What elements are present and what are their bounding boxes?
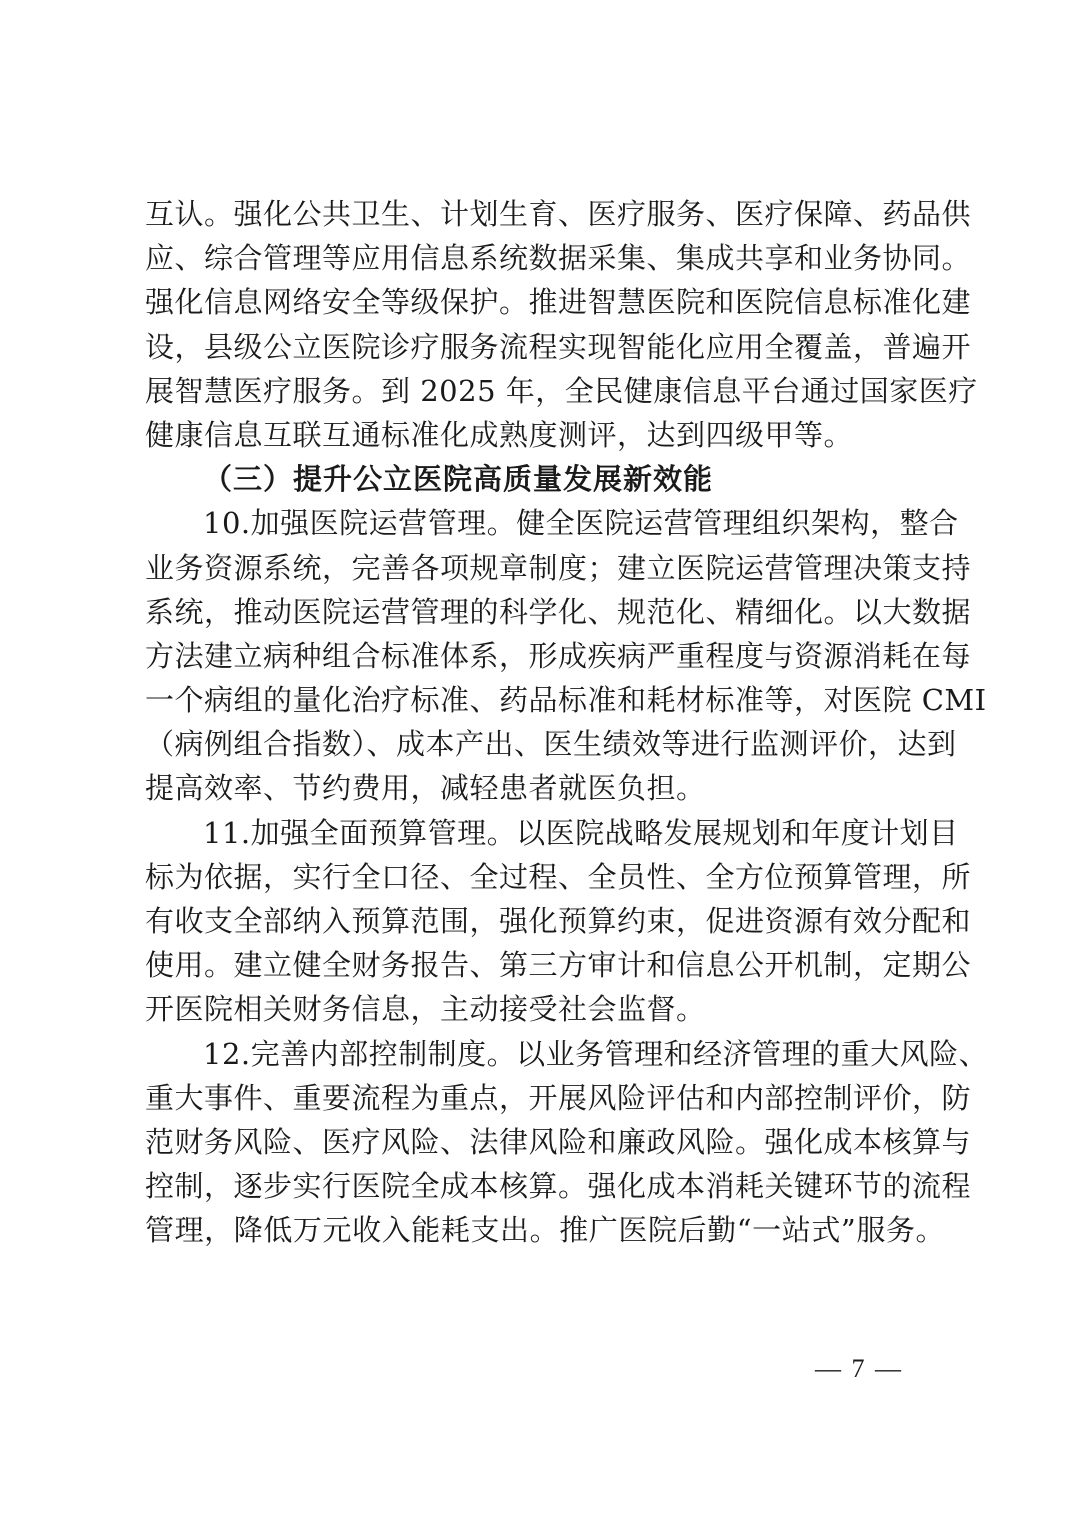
text-line: 方法建立病种组合标准体系，形成疾病严重程度与资源消耗在每 <box>145 638 972 673</box>
text-line: 健康信息互联互通标准化成熟度测评，达到四级甲等。 <box>145 417 854 452</box>
section-heading: （三）提升公立医院高质量发展新效能 <box>203 462 714 497</box>
document-body <box>145 192 989 1253</box>
text-line: 设，县级公立医院诊疗服务流程实现智能化应用全覆盖，普遍开 <box>145 329 972 364</box>
text-line: 强化信息网络安全等级保护。推进智慧医院和医院信息标准化建 <box>145 285 972 320</box>
text-line: 互认。强化公共卫生、计划生育、医疗服务、医疗保障、药品供 <box>145 197 972 231</box>
text-line: （病例组合指数）、成本产出、医生绩效等进行监测评价，达到 <box>145 727 957 762</box>
paragraph-item-10 <box>145 501 987 810</box>
text-line: 一个病组的量化治疗标准、药品标准和耗材标准等，对医院 CMI <box>145 683 987 718</box>
text-line: 11.加强全面预算管理。以医院战略发展规划和年度计划目 <box>203 815 959 850</box>
text-line: 标为依据，实行全口径、全过程、全员性、全方位预算管理，所 <box>145 859 972 894</box>
text-line: 控制，逐步实行医院全成本核算。强化成本消耗关键环节的流程 <box>145 1169 972 1204</box>
text-line: 12.完善内部控制制度。以业务管理和经济管理的重大风险、 <box>203 1036 989 1071</box>
text-line: 有收支全部纳入预算范围，强化预算约束，促进资源有效分配和 <box>145 904 972 938</box>
text-line: 开医院相关财务信息，主动接受社会监督。 <box>145 992 706 1027</box>
text-line: 使用。建立健全财务报告、第三方审计和信息公开机制，定期公 <box>145 948 972 983</box>
page-number: — 7 — <box>815 1354 903 1383</box>
paragraph-info-platform <box>145 192 978 457</box>
text-line: 管理，降低万元收入能耗支出。推广医院后勤“一站式”服务。 <box>145 1213 945 1248</box>
paragraph-item-12 <box>145 1032 989 1253</box>
text-line: 提高效率、节约费用，减轻患者就医负担。 <box>145 771 706 806</box>
text-line: 范财务风险、医疗风险、法律风险和廉政风险。强化成本核算与 <box>145 1124 972 1159</box>
text-line: 业务资源系统，完善各项规章制度；建立医院运营管理决策支持 <box>145 550 972 585</box>
paragraph-item-11 <box>145 811 972 1032</box>
text-line: 重大事件、重要流程为重点，开展风险评估和内部控制评价，防 <box>145 1080 972 1115</box>
text-line: 应、综合管理等应用信息系统数据采集、集成共享和业务协同。 <box>145 241 972 276</box>
text-line: 系统，推动医院运营管理的科学化、规范化、精细化。以大数据 <box>145 594 972 629</box>
text-line: 10.加强医院运营管理。健全医院运营管理组织架构，整合 <box>203 506 959 541</box>
text-line: 展智慧医疗服务。到 2025 年，全民健康信息平台通过国家医疗 <box>145 373 978 408</box>
